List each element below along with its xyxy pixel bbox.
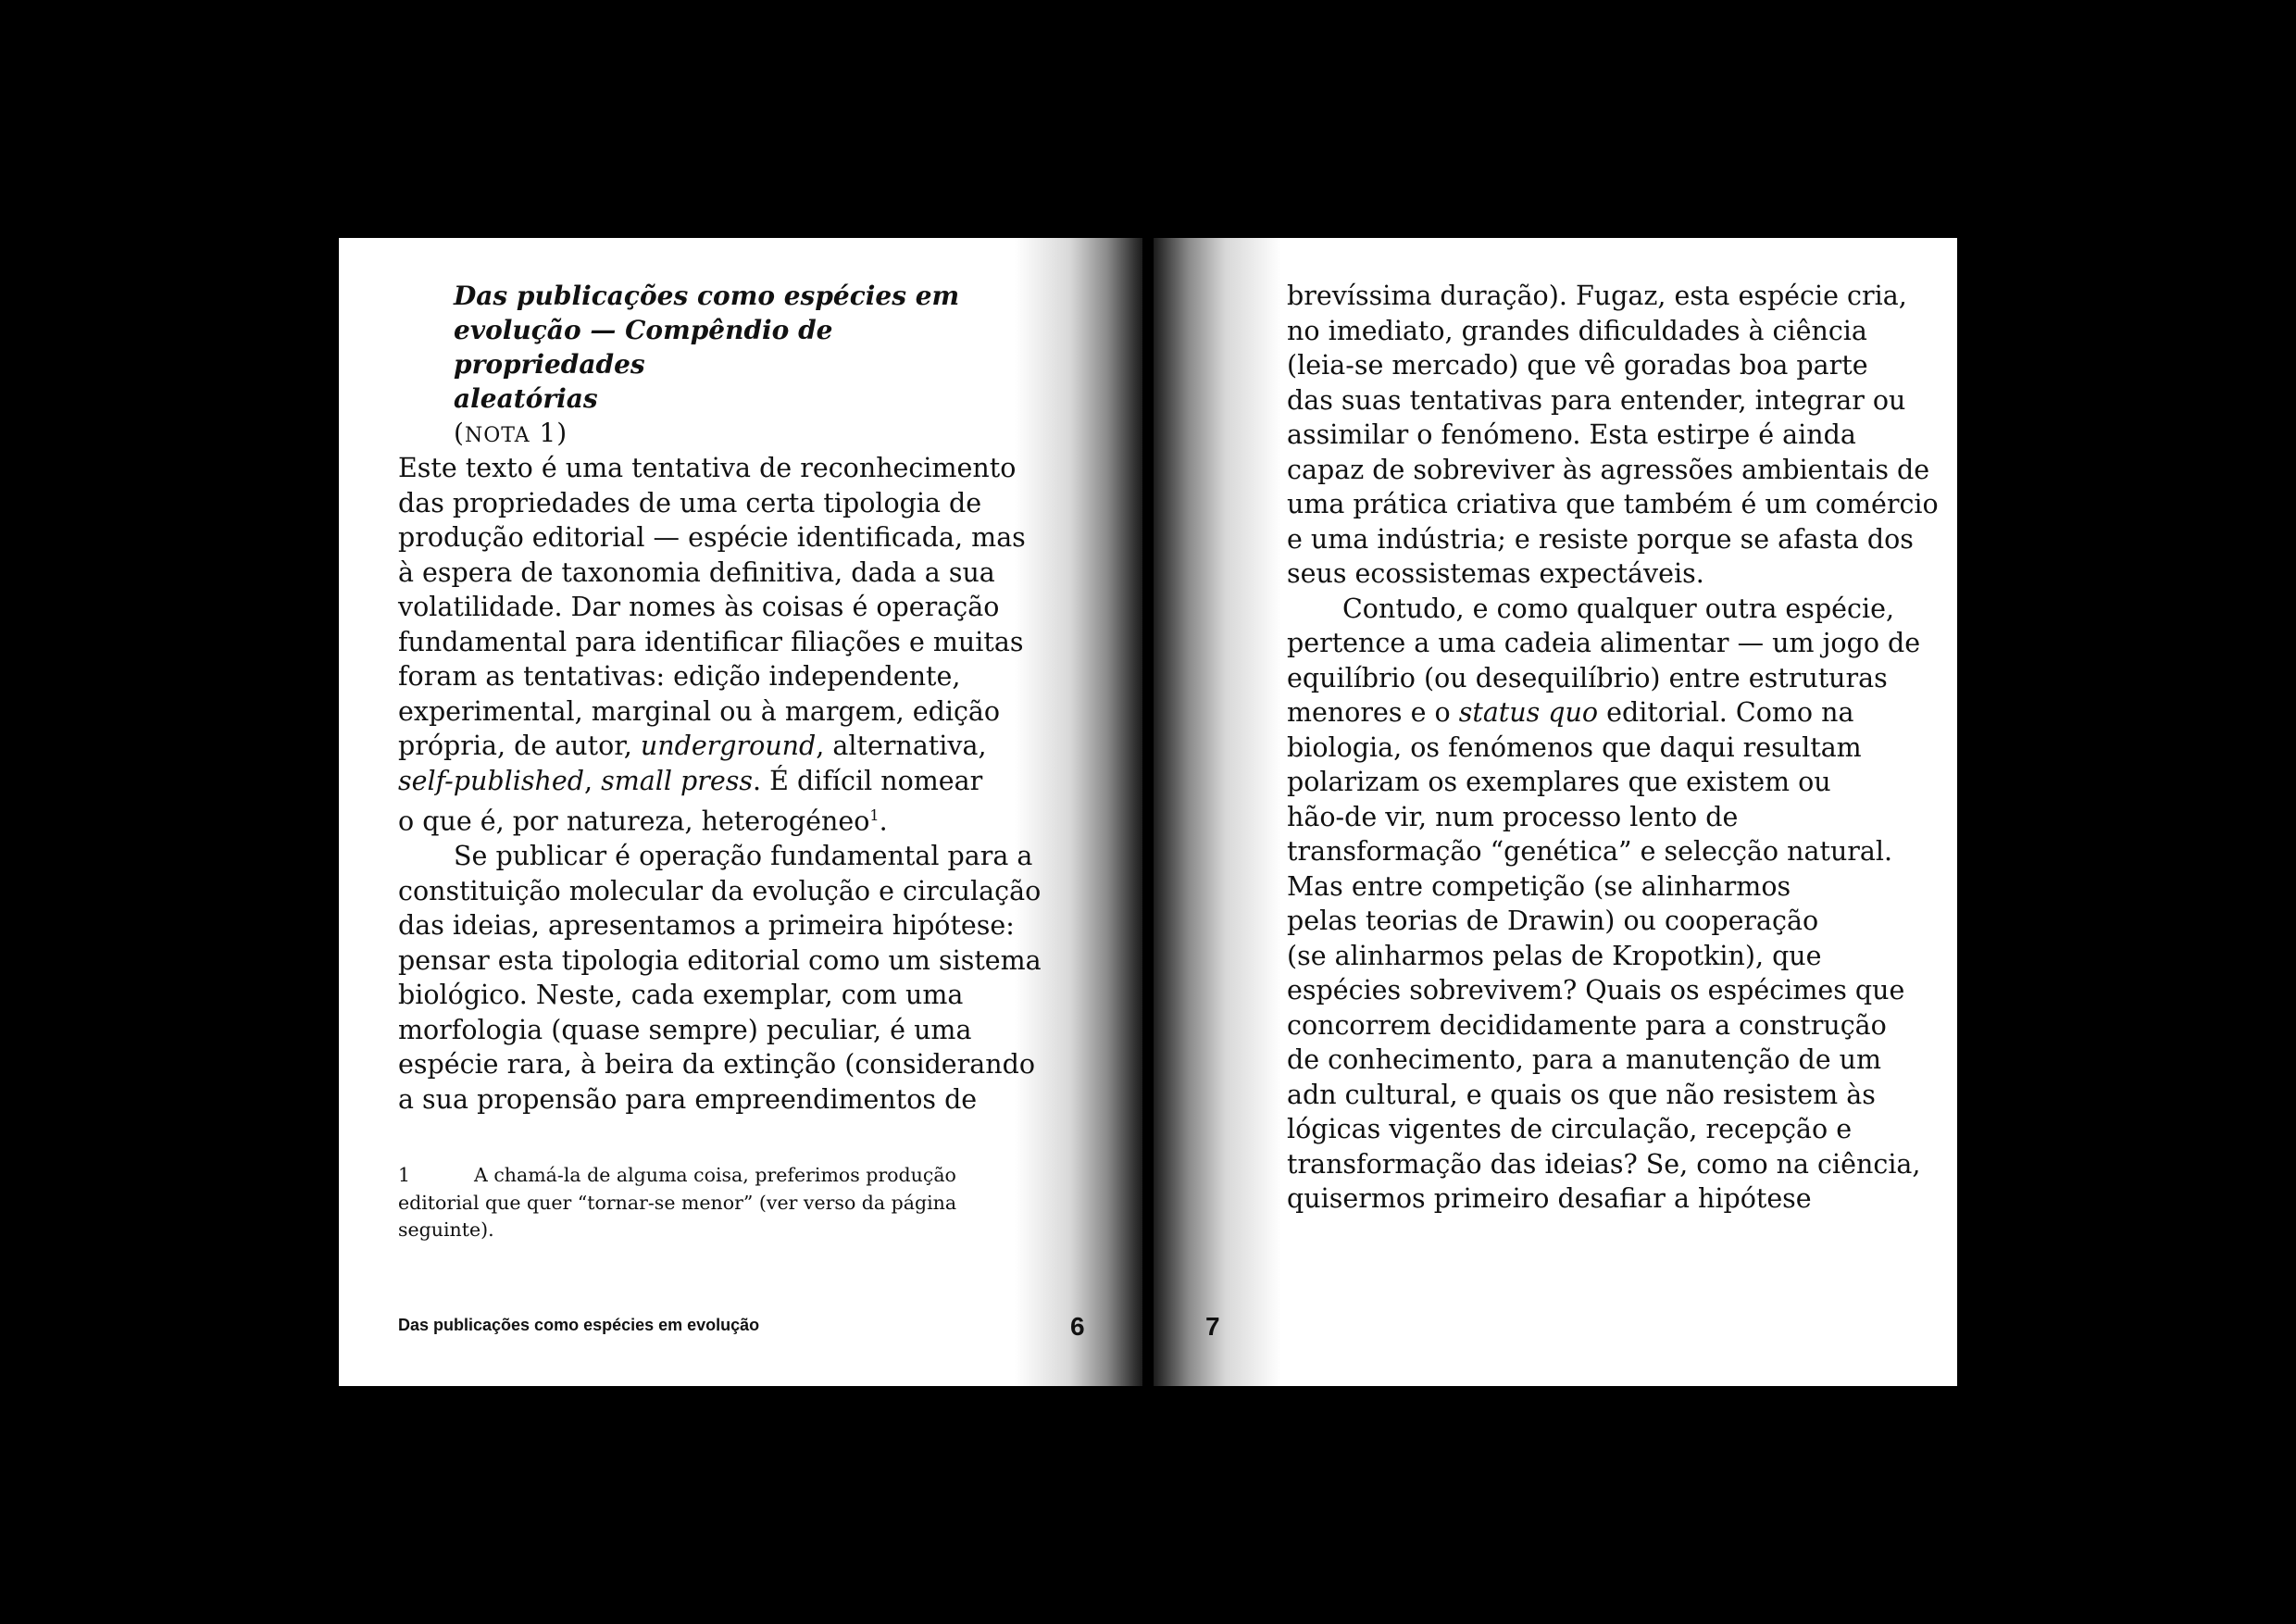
- italic-term: small press: [601, 765, 753, 796]
- text-line: experimental, marginal ou à margem, edição: [398, 695, 1001, 727]
- text-line: espécie rara, à beira da extinção (considerando: [398, 1049, 1036, 1080]
- text-line: quisermos primeiro desafiar a hipótese: [1287, 1183, 1812, 1214]
- text-line: pertence a uma cadeia alimentar — um jogo de: [1287, 628, 1921, 658]
- title-line: evolução — Compêndio de propriedades: [454, 315, 833, 380]
- text-line: hão-de vir, num processo lento de: [1287, 801, 1739, 832]
- text-line: constituição molecular da evolução e circulação: [398, 875, 1042, 906]
- text-line: Este texto é uma tentativa de reconhecimento: [398, 453, 1017, 483]
- text-line: Contudo, e como qualquer outra espécie,: [1342, 593, 1895, 624]
- text-line: lógicas vigentes de circulação, recepção e: [1287, 1114, 1853, 1144]
- italic-term: status quo: [1458, 697, 1599, 728]
- text-line: das propriedades de uma certa tipologia de: [398, 487, 982, 518]
- text-line: a sua propensão para empreendimentos de: [398, 1083, 978, 1115]
- text-line: pelas teorias de Drawin) ou cooperação: [1287, 906, 1819, 936]
- italic-term: self-published: [398, 765, 584, 796]
- text-line: biológico. Neste, cada exemplar, com uma: [398, 980, 964, 1010]
- page-number-left: 6: [1070, 1312, 1085, 1341]
- chapter-title: [454, 279, 1009, 453]
- text-line: capaz de sobreviver às agressões ambientais de: [1287, 454, 1930, 485]
- text-line: [398, 764, 1028, 799]
- text-line: [398, 798, 1028, 839]
- book-spread: [339, 238, 1957, 1386]
- running-head: Das publicações como espécies em evolução: [398, 1316, 760, 1334]
- page-number-right: 7: [1205, 1312, 1220, 1341]
- text-line: morfologia (quase sempre) peculiar, é uma: [398, 1014, 972, 1045]
- text-line: de conhecimento, para a manutenção de um: [1287, 1044, 1882, 1075]
- text-run: própria, de autor,: [398, 731, 641, 761]
- text-line: volatilidade. Dar nomes às coisas é operação: [398, 592, 1000, 622]
- text-line: biologia, os fenómenos que daqui resultam: [1287, 731, 1862, 763]
- footnote: [398, 1162, 1009, 1244]
- left-page: [339, 238, 1148, 1386]
- text-line: polarizam os exemplares que existem ou: [1287, 767, 1831, 797]
- text-run: .: [879, 806, 888, 837]
- text-line: transformação das ideias? Se, como na ciência,: [1287, 1148, 1921, 1180]
- text-run: , alternativa,: [816, 731, 987, 761]
- text-line: espécies sobrevivem? Quais os espécimes que: [1287, 975, 1905, 1006]
- text-line: uma prática criativa que também é um comércio: [1287, 489, 1939, 519]
- text-line: [398, 729, 1028, 764]
- text-line: assimilar o fenómeno. Esta estirpe é ainda: [1287, 419, 1856, 450]
- footnote-ref[interactable]: 1: [869, 806, 880, 824]
- title-line: Das publicações como espécies em: [454, 281, 960, 311]
- footnote-text: A chamá-la de alguma coisa, preferimos produção: [474, 1164, 956, 1186]
- footnote-line: seguinte).: [398, 1218, 494, 1241]
- right-page: [1148, 238, 1957, 1386]
- text-line: à espera de taxonomia definitiva, dada a sua: [398, 556, 995, 588]
- note-label: [454, 416, 1009, 453]
- footnote-line: [398, 1162, 1009, 1190]
- text-line: Se publicar é operação fundamental para a: [454, 841, 1033, 871]
- text-line: transformação “genética” e selecção natural.: [1287, 836, 1893, 867]
- text-line: adn cultural, e quais os que não resistem às: [1287, 1079, 1876, 1110]
- title-line: aleatórias: [454, 383, 598, 414]
- text-line: pensar esta tipologia editorial como um sistema: [398, 944, 1042, 976]
- body-text-right: [1287, 279, 1939, 1217]
- text-line: no imediato, grandes dificuldades à ciência: [1287, 315, 1867, 346]
- text-line: seus ecossistemas expectáveis.: [1287, 558, 1704, 589]
- note-smallcaps: NOTA: [464, 424, 530, 447]
- text-run: . É difícil nomear: [752, 765, 983, 796]
- text-run: menores e o: [1287, 697, 1459, 728]
- text-line: fundamental para identificar filiações e muitas: [398, 626, 1024, 657]
- text-line: Mas entre competição (se alinharmos: [1287, 870, 1791, 902]
- body-text-left: [398, 451, 1042, 1117]
- text-line: concorrem decididamente para a construção: [1287, 1009, 1887, 1041]
- text-line: das suas tentativas para entender, integrar ou: [1287, 384, 1906, 416]
- footnote-line: editorial que quer “tornar-se menor” (ver verso da página: [398, 1191, 957, 1214]
- note-open: (: [454, 418, 465, 448]
- italic-term: underground: [640, 731, 817, 761]
- text-run: editorial. Como na: [1598, 697, 1854, 728]
- footnote-number: 1: [398, 1164, 411, 1186]
- text-line: (se alinharmos pelas de Kropotkin), que: [1287, 940, 1822, 971]
- text-line: (leia-se mercado) que vê goradas boa parte: [1287, 350, 1868, 381]
- text-line: produção editorial — espécie identificada, mas: [398, 522, 1026, 553]
- text-line: foram as tentativas: edição independente,: [398, 661, 961, 692]
- text-run: ,: [583, 765, 602, 796]
- text-line: das ideias, apresentamos a primeira hipótese:: [398, 910, 1015, 941]
- text-run: o que é, por natureza, heterogéneo: [398, 806, 870, 837]
- text-line: e uma indústria; e resiste porque se afasta dos: [1287, 523, 1914, 555]
- text-line: brevíssima duração). Fugaz, esta espécie cria,: [1287, 281, 1907, 311]
- book-gutter: [1142, 238, 1154, 1386]
- text-line: [1287, 695, 1926, 731]
- note-number: 1): [530, 418, 568, 448]
- text-line: equilíbrio (ou desequilíbrio) entre estruturas: [1287, 662, 1888, 693]
